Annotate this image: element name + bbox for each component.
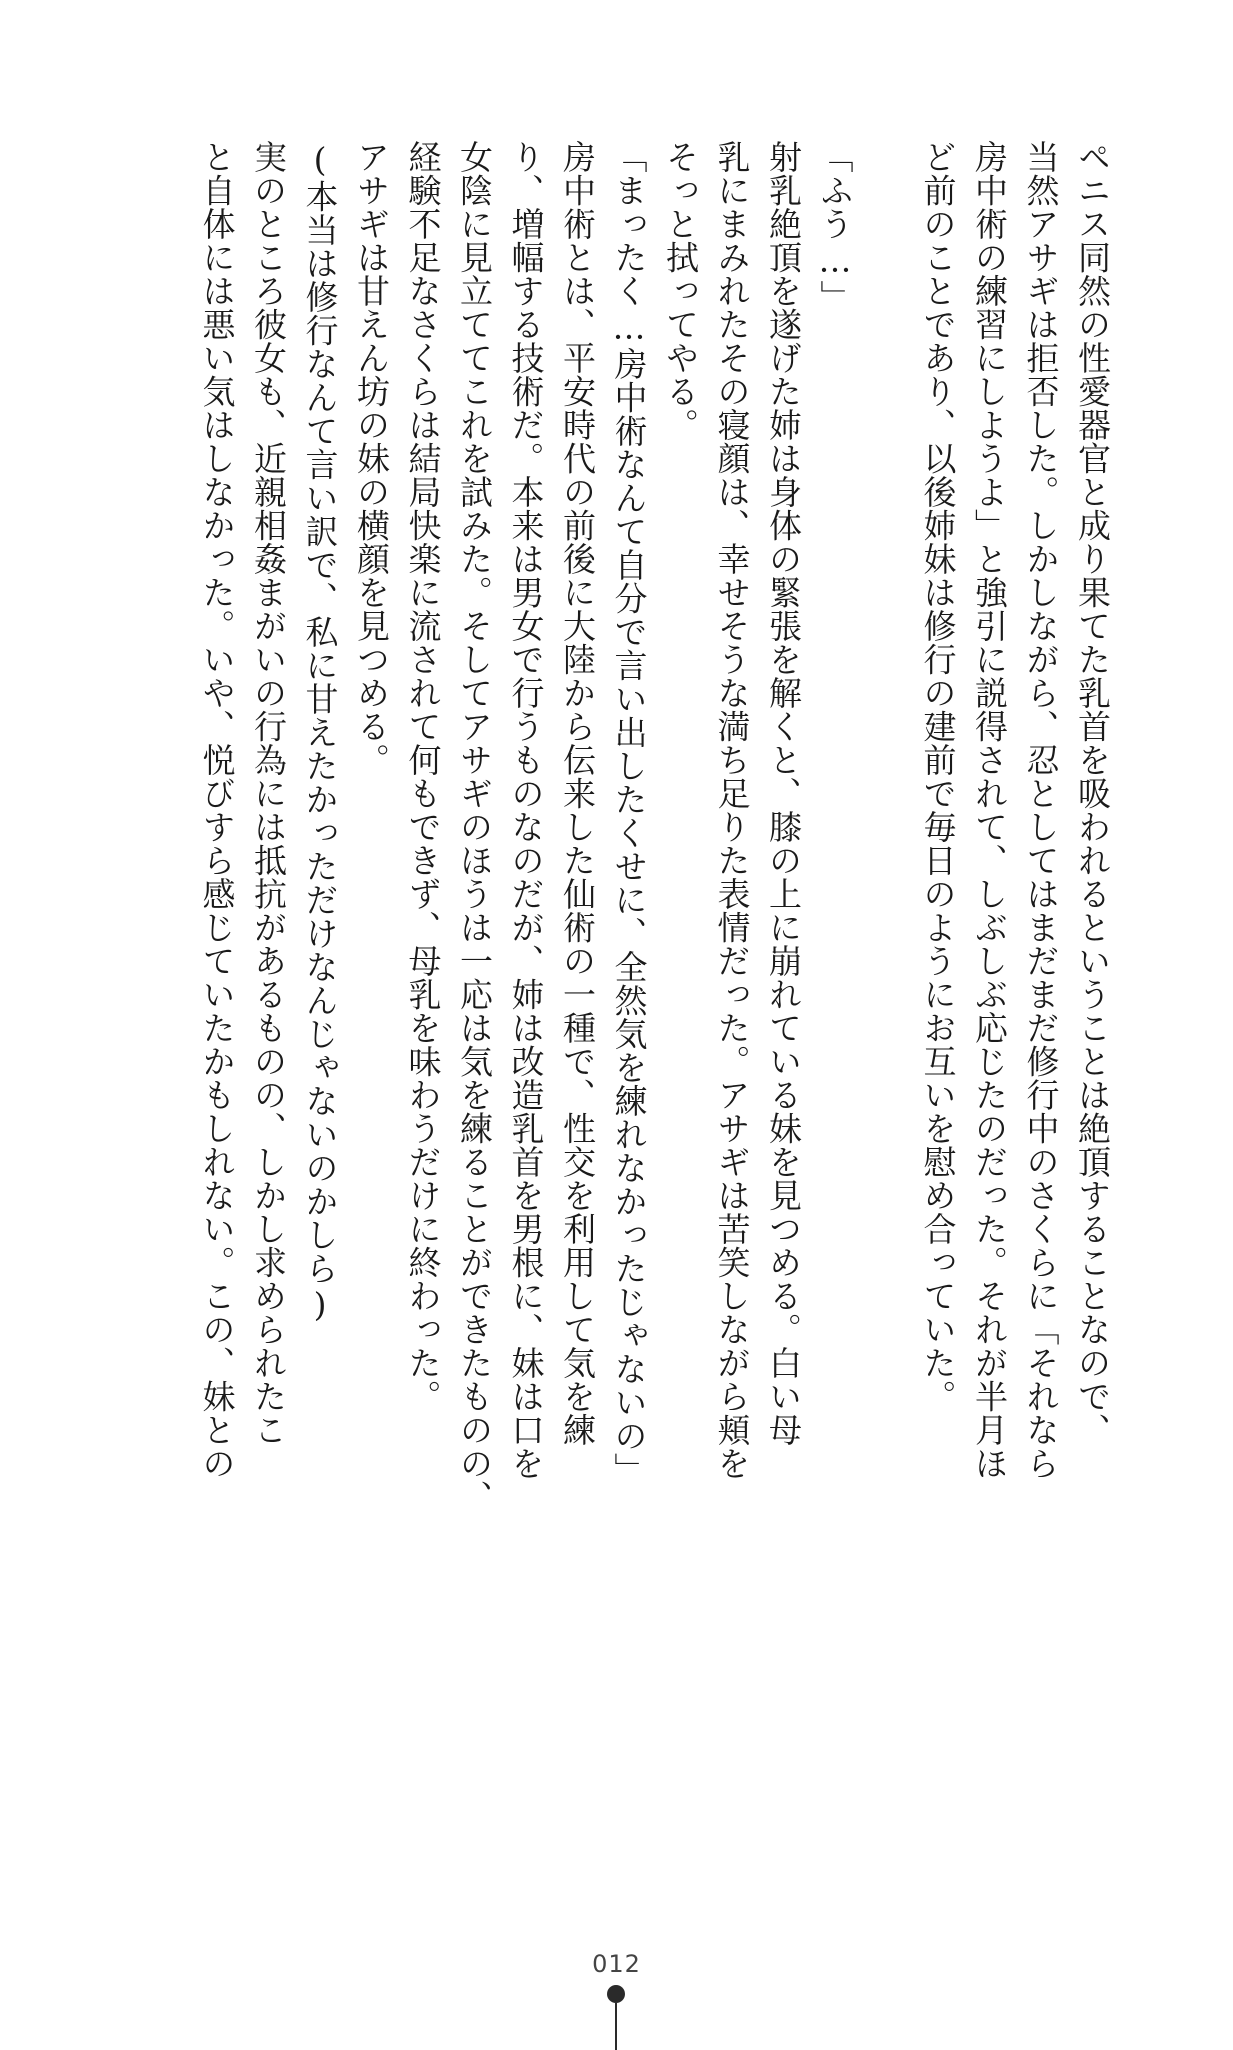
text-line: 射乳絶頂を遂げた姉は身体の緊張を解くと、膝の上に崩れている妹を見つめる。白い母 <box>764 140 803 1447</box>
blank-line <box>861 140 913 1740</box>
text-line: 「ふう…」 <box>815 140 855 314</box>
text-line: と自体には悪い気はしなかった。いや、悦びすら感じていたかもしれない。この、妹との <box>197 140 237 1480</box>
text-line: (本当は修行なんて言い訳で、私に甘えたかっただけなんじゃないのかしら) <box>300 140 340 1325</box>
text-line: アサギは甘えん坊の妹の横顔を見つめる。 <box>352 140 391 777</box>
text-line: ど前のことであり、以後姉妹は修行の建前で毎日のようにお互いを慰め合っていた。 <box>918 140 958 1413</box>
page-number: 012 <box>592 1950 641 1978</box>
text-line: 房中術とは、平安時代の前後に大陸から伝来した仙術の一種で、性交を利用して気を練 <box>558 140 597 1447</box>
folio-dot-ornament <box>607 1985 625 2003</box>
text-line: 「まったく…房中術なんて自分で言い出したくせに、全然気を練れなかったじゃないの」 <box>609 140 649 1486</box>
folio-line-ornament <box>615 2003 617 2050</box>
vertical-text-body <box>191 140 1118 1740</box>
text-line: 実のところ彼女も、近親相姦まがいの行為には抵抗があるものの、しかし求められたこ <box>249 140 288 1447</box>
text-line: 女陰に見立ててこれを試みた。そしてアサギのほうは一応は気を練ることができたものの、 <box>455 140 494 1514</box>
text-line: そっと拭ってやる。 <box>661 140 700 442</box>
text-line: 当然アサギは拒否した。しかしながら、忍としてはまだまだ修行中のさくらに「それなら <box>1021 140 1061 1480</box>
text-line: り、増幅する技術だ。本来は男女で行うものなのだが、姉は改造乳首を男根に、妹は口を <box>506 140 546 1480</box>
text-line: ペニス同然の性愛器官と成り果てた乳首を吸われるということは絶頂することなので、 <box>1073 140 1112 1447</box>
text-line: 房中術の練習にしようよ」と強引に説得されて、しぶしぶ応じたのだった。それが半月ほ <box>970 140 1009 1480</box>
text-line: 経験不足なさくらは結局快楽に流されて何もできず、母乳を味わうだけに終わった。 <box>403 140 443 1413</box>
text-line: 乳にまみれたその寝顔は、幸せそうな満ち足りた表情だった。アサギは苦笑しながら頬を <box>712 140 752 1480</box>
